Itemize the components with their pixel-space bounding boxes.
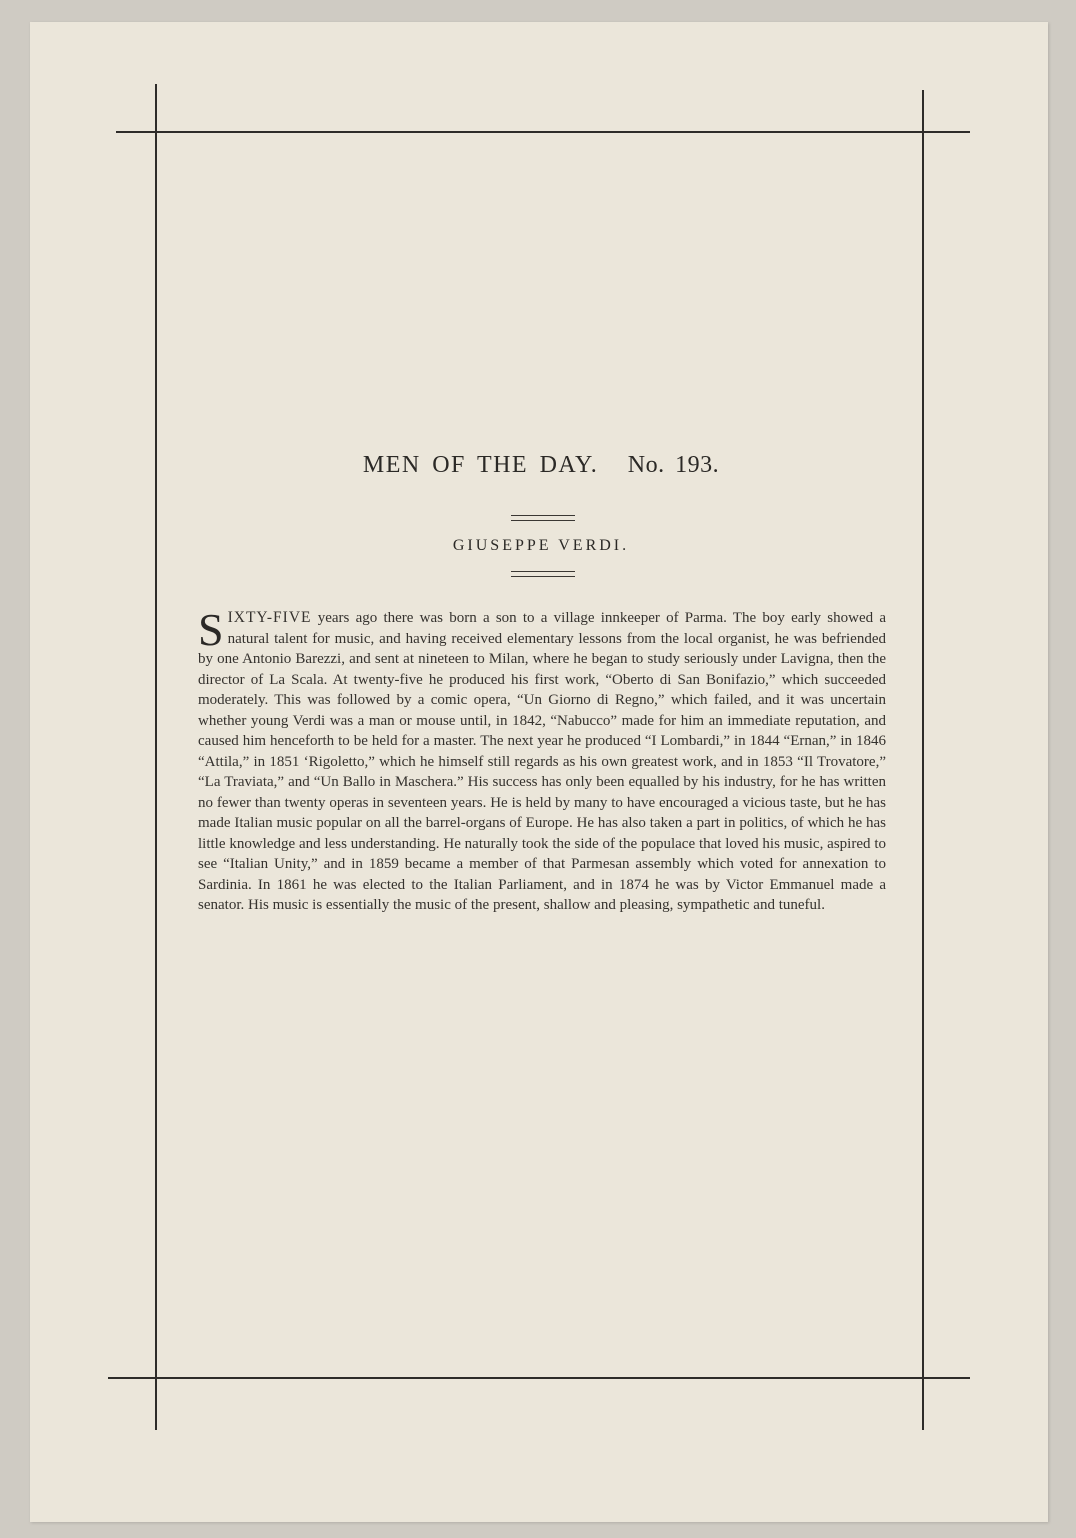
- drop-cap: S: [198, 604, 224, 655]
- bottom-border-rule: [108, 1377, 970, 1379]
- right-border-rule: [922, 90, 924, 1430]
- issue-number: No. 193.: [627, 452, 720, 478]
- divider-ornament-bottom: [511, 571, 575, 577]
- article-body: [198, 604, 886, 916]
- article-text: years ago there was born a son to a village innkeeper of Parma. The boy early showed a natural talent for music, and having received elementary lessons from the local organist, he was befriended by one Antonio Barezzi, and sent at nineteen to Milan, where he began to study seriously under Lavigna, then the director of La Scala. At twenty-five he produced his first work, “Oberto di San Bonifazio,” which succeeded moderately. This was followed by a comic opera, “Un Giorno di Regno,” which failed, and it was uncertain whether young Verdi was a man or mouse until, in 1842, “Nabucco” made for him an immediate reputation, and caused him henceforth to be held for a master. The next year he produced “I Lombardi,” in 1844 “Ernan,” in 1846 “Attila,” in 1851 ‘Rigoletto,” which he himself still regards as his own greatest work, and in 1853 “Il Trovatore,” “La Traviata,” and “Un Ballo in Maschera.” His success has only been equalled by his industry, for he has written no fewer than twenty operas in seventeen years. He is held by many to have encouraged a vicious taste, but he has made Italian music popular on all the barrel-organs of Europe. He has also taken a part in politics, of which he has little knowledge and less understanding. He naturally took the side of the populace that loved his music, aspired to see “Italian Unity,” and in 1859 became a member of that Parmesan assembly which voted for annexation to Sardinia. In 1861 he was elected to the Italian Parliament, and in 1874 he was by Victor Emmanuel made a senator. His music is essentially the music of the present, shallow and pleasing, sympathetic and tuneful.: [198, 610, 886, 913]
- left-border-rule: [155, 84, 157, 1430]
- top-border-rule: [116, 131, 970, 133]
- page-title: [150, 452, 932, 479]
- series-title: MEN OF THE DAY.: [362, 452, 599, 478]
- lead-in: IXTY-FIVE: [227, 609, 312, 626]
- subject-name: GIUSEPPE VERDI.: [452, 537, 630, 554]
- divider-ornament-top: [511, 515, 575, 521]
